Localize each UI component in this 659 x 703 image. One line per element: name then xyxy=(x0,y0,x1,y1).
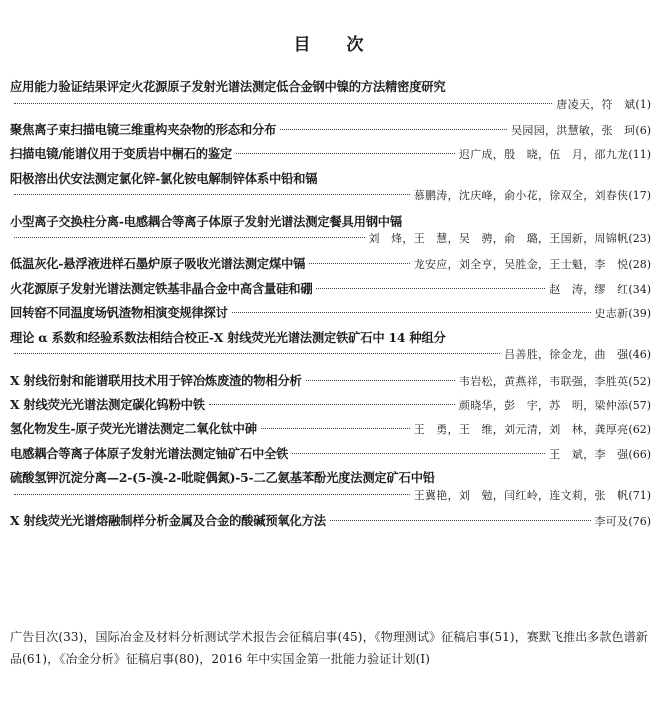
toc-entry-authors: 迟广成，殷 晓，伍 月，邵九龙 xyxy=(458,148,629,162)
page-title: 目 次 xyxy=(293,35,366,55)
toc-entry-title: 氢化物发生-原子荧光光谱法测定二氧化钛中砷 xyxy=(10,421,257,437)
leader-dots xyxy=(236,153,455,154)
leader-dots xyxy=(14,353,500,354)
leader-dots xyxy=(292,453,545,454)
toc-entry-title: 硫酸氢钾沉淀分离—2-(5-溴-2-吡啶偶氮)-5-二乙氨基苯酚光度法测定矿石中铅 xyxy=(10,470,435,486)
toc-entry-page: (66) xyxy=(628,447,651,461)
toc-entry-authors: 韦岩松，黄燕祥，韦联强，李胜英 xyxy=(458,374,629,388)
toc-entry-title: X 射线衍射和能谱联用技术用于锌冶炼废渣的物相分析 xyxy=(10,372,302,388)
toc-entry[interactable] xyxy=(10,395,651,414)
toc-entry[interactable] xyxy=(10,511,651,530)
toc-entry-page: (76) xyxy=(628,514,651,528)
toc-entry[interactable] xyxy=(10,120,651,139)
toc-entry-page: (52) xyxy=(628,374,651,388)
toc-entry-title: 阳极溶出伏安法测定氯化锌-氯化铵电解制锌体系中铅和镉 xyxy=(10,170,318,186)
leader-dots xyxy=(306,380,455,381)
toc-entry[interactable] xyxy=(10,169,651,206)
leader-dots xyxy=(232,312,591,313)
toc-entry[interactable] xyxy=(10,419,651,438)
toc-entry-authors: 吴园园，洪慧敏，张 珂 xyxy=(511,123,636,137)
toc-entry-title: 扫描电镜/能谱仪用于变质岩中榍石的鉴定 xyxy=(10,146,233,162)
leader-dots xyxy=(330,520,591,521)
leader-dots xyxy=(280,129,507,130)
toc-entry-authors: 史志新 xyxy=(594,307,629,321)
toc-entry-title: X 射线荧光光谱法测定碳化钨粉中铁 xyxy=(10,396,205,412)
toc-entry-title: 火花源原子发射光谱法测定铁基非晶合金中高含量硅和硼 xyxy=(10,280,313,296)
toc-entry-authors: 王 斌，李 强 xyxy=(549,447,629,461)
leader-dots xyxy=(14,194,410,195)
toc-entry-authors: 慕鹏涛，沈庆峰，俞小花，徐双全，刘春侠 xyxy=(413,189,629,203)
toc-entry-page: (6) xyxy=(635,123,651,137)
leader-dots xyxy=(316,288,545,289)
toc-entry-authors: 李可及 xyxy=(594,514,629,528)
toc-entry-authors: 王 勇，王 维，刘元清，刘 林，龚厚亮 xyxy=(413,423,629,437)
leader-dots xyxy=(14,494,410,495)
toc-entry[interactable] xyxy=(10,77,651,114)
toc-entry-title: 应用能力验证结果评定火花源原子发射光谱法测定低合金钢中镍的方法精密度研究 xyxy=(10,79,446,94)
leader-dots xyxy=(209,404,455,405)
toc-entry-page: (23) xyxy=(628,232,651,246)
toc-entry-authors: 王冀艳，刘 勉，闫红岭，连文莉，张 帆 xyxy=(413,488,629,502)
toc-entry[interactable] xyxy=(10,254,651,273)
leader-dots xyxy=(261,428,410,429)
toc-entry-authors: 龙安应，刘全亨，吴胜金，王士魁，李 悦 xyxy=(413,258,629,272)
toc-entry-title: 聚焦离子束扫描电镜三维重构夹杂物的形态和分布 xyxy=(10,121,277,137)
toc-entry[interactable] xyxy=(10,328,651,365)
toc-entry-authors: 吕善胜，徐金龙，曲 强 xyxy=(504,348,629,362)
toc-entry[interactable] xyxy=(10,303,651,322)
toc-entry[interactable] xyxy=(10,468,651,505)
toc-entry-page: (39) xyxy=(628,307,651,321)
leader-dots xyxy=(14,103,552,104)
toc-entry[interactable] xyxy=(10,212,651,249)
toc-entry-authors: 颜晓华，彭 宇，苏 明，梁仲添 xyxy=(458,398,629,412)
toc-entry-authors: 赵 涛，缪 红 xyxy=(549,282,629,296)
toc-entry-page: (71) xyxy=(628,488,651,502)
toc-entry-title: X 射线荧光光谱熔融制样分析金属及合金的酸碱预氧化方法 xyxy=(10,512,326,528)
leader-dots xyxy=(14,237,365,238)
toc-entry[interactable] xyxy=(10,444,651,463)
toc-entry-page: (34) xyxy=(628,282,651,296)
toc-entry-page: (11) xyxy=(628,148,651,162)
toc-entry[interactable] xyxy=(10,371,651,390)
toc-entry-title: 回转窑不同温度场钒渣物相演变规律探讨 xyxy=(10,305,228,321)
footer-notice: 广告目次(33)，国际冶金及材料分析测试学术报告会征稿启事(45)，《物理测试》征稿启事(51)，赛默飞推出多款色谱新品(61)，《冶金分析》征稿启事(80)，2016 年中实国金第一批能力验证计划(Ⅰ) xyxy=(10,630,648,666)
toc-entry-title: 理论 α 系数和经验系数法相结合校正-X 射线荧光光谱法测定铁矿石中 14 种组分 xyxy=(10,329,446,345)
toc-entry-title: 小型离子交换柱分离-电感耦合等离子体原子发射光谱法测定餐具用钢中镉 xyxy=(10,213,403,229)
toc-entry-page: (62) xyxy=(628,423,651,437)
toc-entry-page: (17) xyxy=(628,189,651,203)
toc-entry-authors: 唐凌天，符 斌 xyxy=(556,97,636,111)
toc-entry-title: 低温灰化-悬浮液进样石墨炉原子吸收光谱法测定煤中镉 xyxy=(10,256,306,272)
toc-entry-page: (57) xyxy=(628,398,651,412)
toc-entry-page: (28) xyxy=(628,258,651,272)
table-of-contents xyxy=(10,77,651,535)
toc-entry[interactable] xyxy=(10,279,651,298)
toc-entry-page: (1) xyxy=(635,97,651,111)
toc-entry[interactable] xyxy=(10,144,651,163)
toc-entry-authors: 刘 烽，王 慧，吴 骋，俞 璐，王国新，周锦帆 xyxy=(368,232,629,246)
toc-entry-title: 电感耦合等离子体原子发射光谱法测定铀矿石中全铁 xyxy=(10,445,289,461)
toc-entry-page: (46) xyxy=(628,348,651,362)
leader-dots xyxy=(309,263,409,264)
